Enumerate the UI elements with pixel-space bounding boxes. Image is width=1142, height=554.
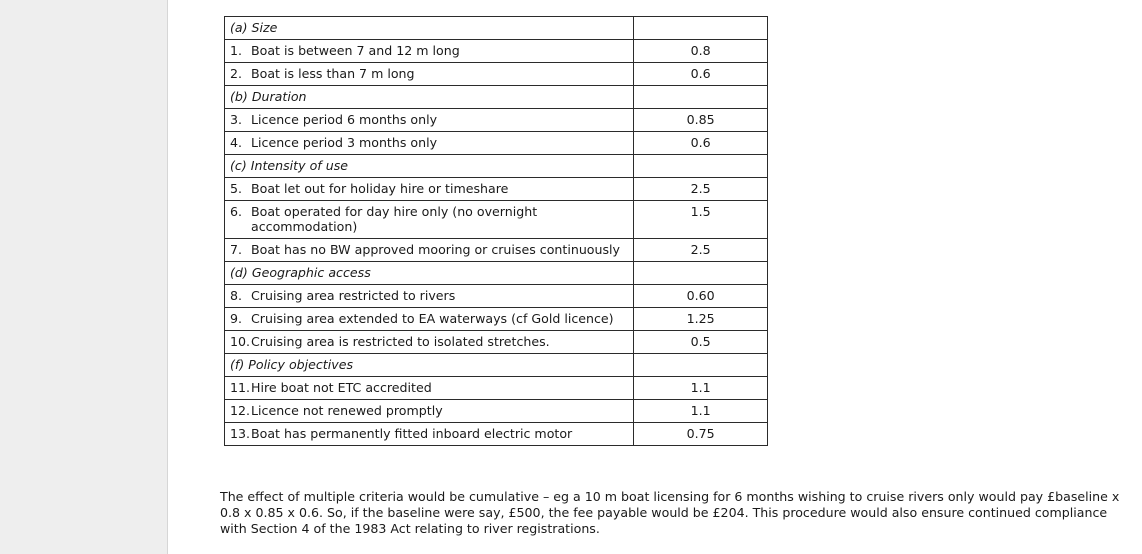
section-heading: (b) Duration xyxy=(225,86,634,109)
criterion-cell xyxy=(225,285,634,308)
multiplier-value: 1.1 xyxy=(634,377,768,400)
table-row xyxy=(225,40,768,63)
criterion-number: 5. xyxy=(230,181,243,196)
criterion-number: 2. xyxy=(230,66,243,81)
section-value-cell xyxy=(634,155,768,178)
multiplier-value: 1.5 xyxy=(634,201,768,239)
multiplier-value: 0.75 xyxy=(634,423,768,446)
section-value-cell xyxy=(634,354,768,377)
multiplier-value: 1.1 xyxy=(634,400,768,423)
table-section-row xyxy=(225,354,768,377)
criterion-item xyxy=(230,380,633,395)
criterion-item xyxy=(230,204,633,234)
table-row xyxy=(225,63,768,86)
criterion-text: Cruising area restricted to rivers xyxy=(251,288,456,303)
multiplier-value: 2.5 xyxy=(634,178,768,201)
section-heading: (d) Geographic access xyxy=(225,262,634,285)
table-row xyxy=(225,331,768,354)
criterion-number: 8. xyxy=(230,288,243,303)
criterion-text: Boat let out for holiday hire or timeshare xyxy=(251,181,509,196)
multiplier-value: 0.8 xyxy=(634,40,768,63)
multiplier-value: 1.25 xyxy=(634,308,768,331)
table-row xyxy=(225,201,768,239)
criterion-cell xyxy=(225,40,634,63)
criterion-text: Hire boat not ETC accredited xyxy=(251,380,432,395)
criterion-item xyxy=(230,181,633,196)
criterion-number: 1. xyxy=(230,43,243,58)
table-row xyxy=(225,132,768,155)
cumulative-effect-paragraph: The effect of multiple criteria would be cumulative – eg a 10 m boat licensing for 6 months wishing to cruise rivers only would pay £baseline x 0.8 x 0.85 x 0.6. So, if the baseline were say, £500, the fee payable would be £204. This procedure would also ensure continued compliance with Section 4 of the 1983 Act relating to river registrations. xyxy=(220,489,1120,536)
criterion-item xyxy=(230,112,633,127)
section-value-cell xyxy=(634,86,768,109)
criterion-number: 7. xyxy=(230,242,243,257)
criterion-item xyxy=(230,242,633,257)
viewer-left-gutter xyxy=(0,0,168,554)
table-section-row xyxy=(225,17,768,40)
section-heading: (a) Size xyxy=(225,17,634,40)
criterion-cell xyxy=(225,201,634,239)
multiplier-value: 0.85 xyxy=(634,109,768,132)
criterion-cell xyxy=(225,239,634,262)
criterion-cell xyxy=(225,400,634,423)
table-row xyxy=(225,109,768,132)
criterion-number: 3. xyxy=(230,112,243,127)
criterion-text: Cruising area extended to EA waterways (cf Gold licence) xyxy=(251,311,614,326)
licence-criteria-table xyxy=(224,16,768,446)
table-row xyxy=(225,239,768,262)
criterion-text: Licence not renewed promptly xyxy=(251,403,443,418)
criterion-item xyxy=(230,66,633,81)
criterion-item xyxy=(230,311,633,326)
criterion-number: 10. xyxy=(230,334,251,349)
criterion-cell xyxy=(225,377,634,400)
criterion-number: 13. xyxy=(230,426,251,441)
criterion-text: Boat is between 7 and 12 m long xyxy=(251,43,460,58)
section-heading: (c) Intensity of use xyxy=(225,155,634,178)
criterion-number: 12. xyxy=(230,403,251,418)
table-section-row xyxy=(225,262,768,285)
criterion-cell xyxy=(225,331,634,354)
table-row xyxy=(225,285,768,308)
criterion-number: 9. xyxy=(230,311,243,326)
table-section-row xyxy=(225,155,768,178)
criterion-cell xyxy=(225,308,634,331)
criterion-number: 6. xyxy=(230,204,243,219)
table-row xyxy=(225,400,768,423)
criterion-item xyxy=(230,334,633,349)
criterion-item xyxy=(230,403,633,418)
section-value-cell xyxy=(634,17,768,40)
criterion-text: Boat has permanently fitted inboard electric motor xyxy=(251,426,573,441)
criterion-cell xyxy=(225,63,634,86)
table-row xyxy=(225,178,768,201)
criterion-item xyxy=(230,43,633,58)
criterion-item xyxy=(230,135,633,150)
section-heading: (f) Policy objectives xyxy=(225,354,634,377)
criterion-text: Licence period 6 months only xyxy=(251,112,438,127)
multiplier-value: 2.5 xyxy=(634,239,768,262)
criterion-text: Boat operated for day hire only (no overnight accommodation) xyxy=(251,204,538,234)
criterion-text: Boat has no BW approved mooring or cruises continuously xyxy=(251,242,621,257)
criterion-cell xyxy=(225,178,634,201)
table-row xyxy=(225,423,768,446)
criterion-item xyxy=(230,426,633,441)
multiplier-value: 0.6 xyxy=(634,132,768,155)
table-section-row xyxy=(225,86,768,109)
criterion-text: Boat is less than 7 m long xyxy=(251,66,415,81)
multiplier-value: 0.6 xyxy=(634,63,768,86)
criterion-text: Cruising area is restricted to isolated stretches. xyxy=(251,334,550,349)
multiplier-value: 0.60 xyxy=(634,285,768,308)
criterion-number: 11. xyxy=(230,380,251,395)
table-row xyxy=(225,308,768,331)
criteria-table-body xyxy=(225,17,768,446)
criterion-cell xyxy=(225,132,634,155)
criterion-cell xyxy=(225,423,634,446)
table-row xyxy=(225,377,768,400)
multiplier-value: 0.5 xyxy=(634,331,768,354)
criterion-number: 4. xyxy=(230,135,243,150)
criterion-cell xyxy=(225,109,634,132)
criterion-text: Licence period 3 months only xyxy=(251,135,438,150)
section-value-cell xyxy=(634,262,768,285)
document-page xyxy=(169,0,1142,554)
criterion-item xyxy=(230,288,633,303)
